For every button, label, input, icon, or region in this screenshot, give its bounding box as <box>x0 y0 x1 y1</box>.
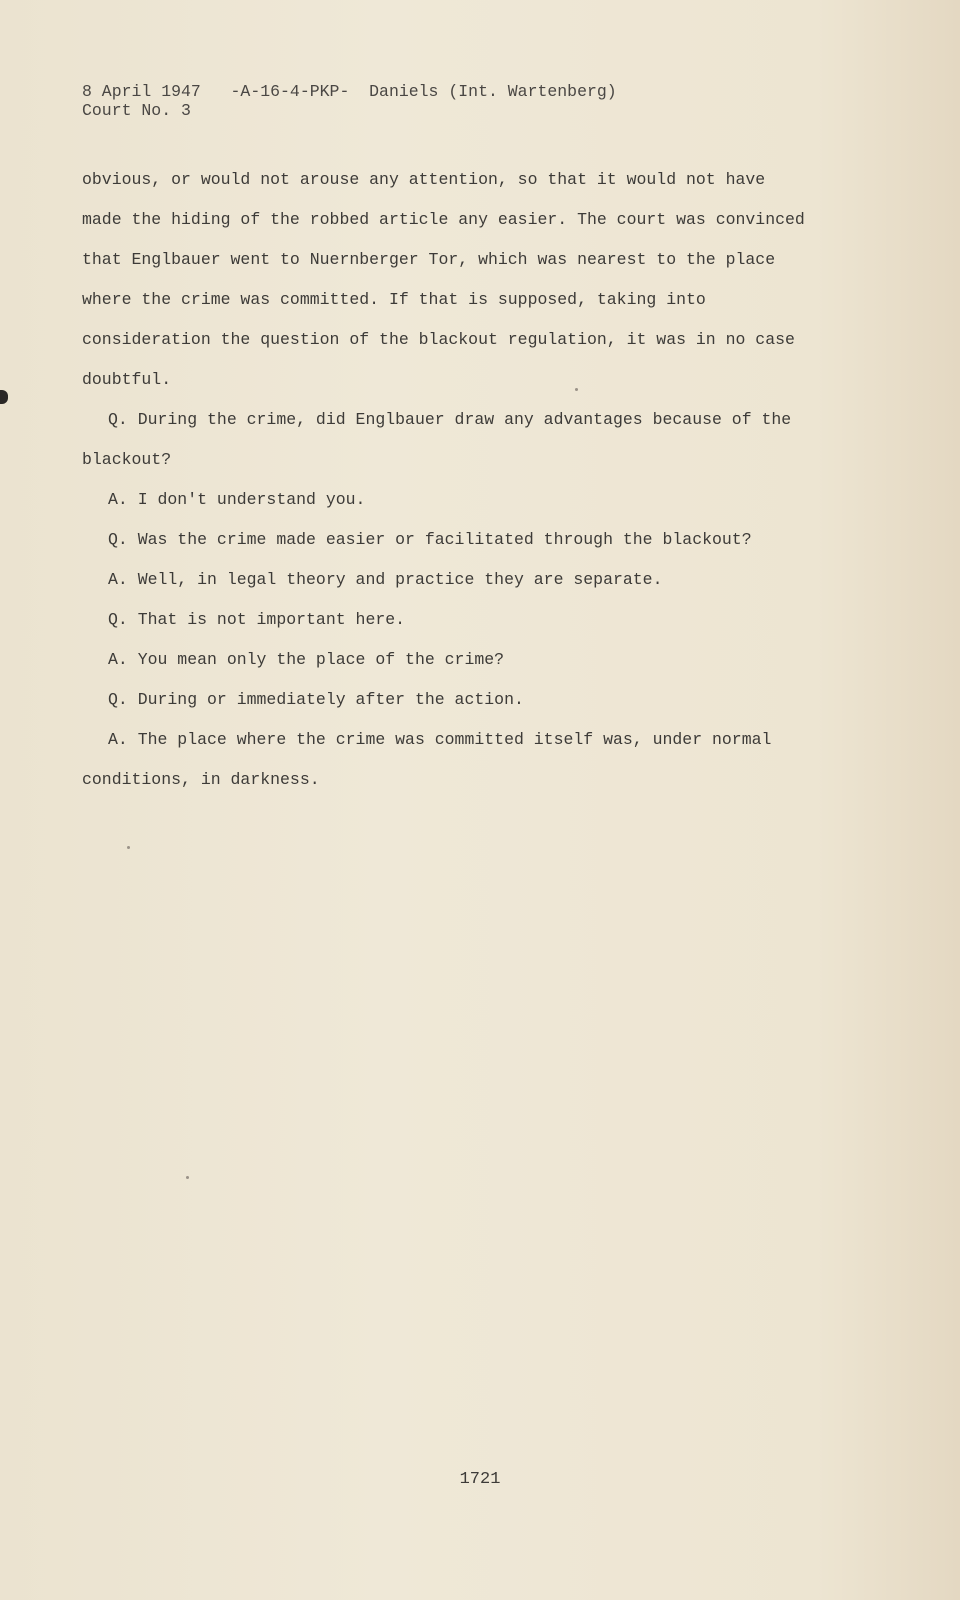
question-line: Q. That is not important here. <box>108 610 406 629</box>
header-court-line: Court No. 3 <box>82 101 191 120</box>
paper-speck <box>186 1176 189 1179</box>
answer-line: A. I don't understand you. <box>108 490 366 509</box>
text-line: consideration the question of the blackout regulation, it was in no case <box>82 330 795 349</box>
question-line: Q. During the crime, did Englbauer draw any advantages because of the <box>108 410 792 429</box>
answer-line: A. The place where the crime was committed itself was, under normal <box>108 730 772 749</box>
question-line: Q. Was the crime made easier or facilitated through the blackout? <box>108 530 752 549</box>
question-line: Q. During or immediately after the action. <box>108 690 524 709</box>
page-number: 1721 <box>459 1470 501 1489</box>
edge-mark <box>0 390 8 404</box>
text-line: where the crime was committed. If that is supposed, taking into <box>82 290 706 309</box>
text-line: conditions, in darkness. <box>82 770 320 789</box>
header-date-line: 8 April 1947 -A-16-4-PKP- Daniels (Int. Wartenberg) <box>82 82 617 101</box>
text-line: made the hiding of the robbed article any easier. The court was convinced <box>82 210 805 229</box>
document-header <box>82 82 617 120</box>
answer-line: A. Well, in legal theory and practice they are separate. <box>108 570 663 589</box>
text-line: obvious, or would not arouse any attention, so that it would not have <box>82 170 766 189</box>
text-line: blackout? <box>82 450 172 469</box>
transcript-body <box>82 160 842 800</box>
answer-line: A. You mean only the place of the crime? <box>108 650 505 669</box>
text-line: doubtful. <box>82 370 172 389</box>
text-line: that Englbauer went to Nuernberger Tor, which was nearest to the place <box>82 250 776 269</box>
paper-speck <box>127 846 130 849</box>
